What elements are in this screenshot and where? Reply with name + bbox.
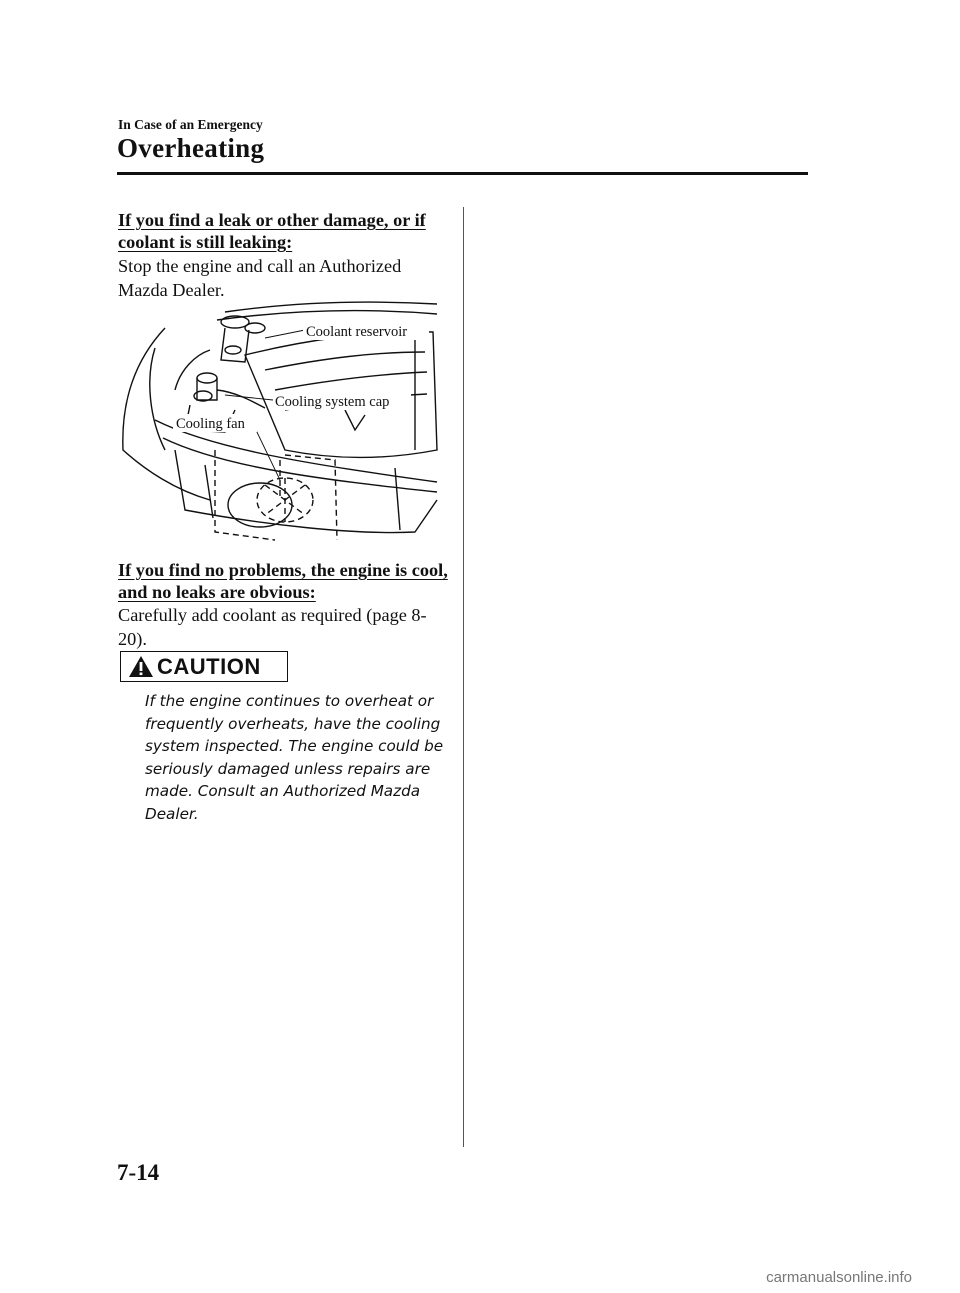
caution-text: If the engine continues to overheat or frequently overheats, have the cooling system inspected. The engine could be seriously damaged unless repairs are made. Consult an Authorized Mazda Dealer. [145, 692, 444, 823]
ok-heading: If you find no problems, the engine is cool, and no leaks are obvious: [118, 560, 448, 602]
section-label: In Case of an Emergency [118, 117, 263, 132]
warning-triangle-icon [128, 655, 154, 678]
engine-bay-illustration [115, 300, 440, 545]
page-title: Overheating [117, 133, 265, 163]
caution-header [120, 651, 288, 682]
column-divider [463, 207, 464, 1147]
watermark: carmanualsonline.info [766, 1269, 912, 1286]
title-divider [117, 172, 808, 175]
label-coolant-reservoir: Coolant reservoir [306, 324, 408, 340]
leak-body: Stop the engine and call an Authorized Mazda Dealer. [118, 256, 402, 300]
label-cooling-system-cap: Cooling system cap [275, 394, 390, 410]
leak-heading: If you find a leak or other damage, or if coolant is still leaking: [118, 210, 426, 252]
caution-label: CAUTION [157, 654, 261, 679]
label-cooling-fan: Cooling fan [176, 416, 245, 432]
page-number: 7-14 [117, 1160, 160, 1185]
ok-body: Carefully add coolant as required (page 8-20). [118, 605, 427, 649]
